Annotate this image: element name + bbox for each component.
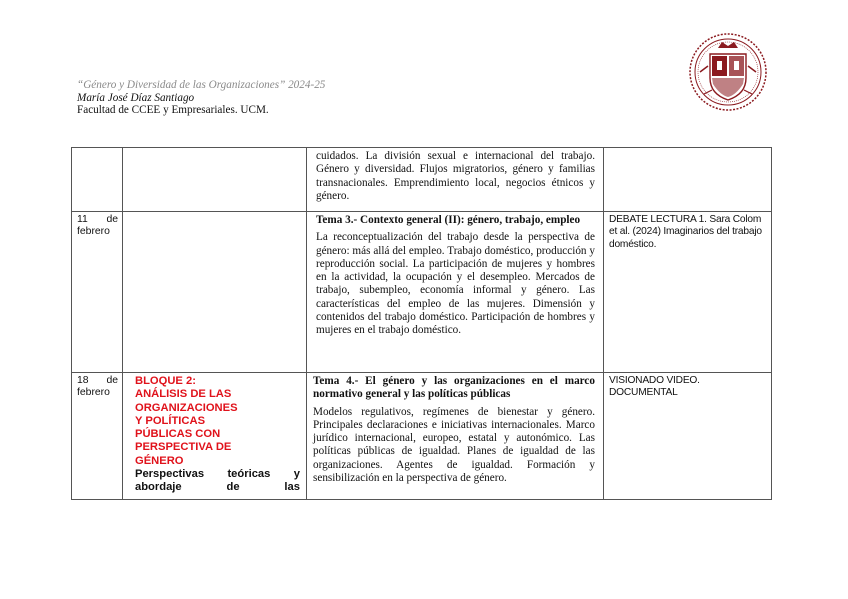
activity-text: VISIONADO VIDEO. DOCUMENTAL: [609, 375, 700, 399]
activity-text: DEBATE LECTURA 1. Sara Colom et al. (2024) Imaginarios del trabajo doméstico.: [609, 214, 762, 250]
document-header: [77, 79, 325, 117]
author-name: María José Díaz Santiago: [77, 91, 195, 104]
topic-cell: [307, 212, 604, 373]
activity-cell: [604, 148, 772, 212]
date-preposition: de: [106, 214, 118, 225]
topic-cell: [307, 373, 604, 500]
topic-description: Modelos regulativos, regímenes de bienestar y género. Principales declaraciones e iniciativas internacionales. Marco jurídico internacional, europeo, estatal y autonómico. Las políticas públicas de igualdad. Planes de igualdad de las organizaciones. Agentes de igualdad. Formación y sensibilización en la perspectiva de género.: [313, 405, 595, 485]
table-row: [72, 148, 772, 212]
activity-cell: [604, 212, 772, 373]
activity-cell: [604, 373, 772, 500]
date-preposition: de: [106, 375, 118, 386]
topic-title: Tema 4.- El género y las organizaciones en el marco normativo general y las políticas públicas: [313, 375, 595, 401]
topic-description: cuidados. La división sexual e internacional del trabajo. Género y diversidad. Flujos migratorios, género y familias transnacionales. Emprendimiento local, negocios étnicos y género.: [316, 150, 595, 202]
topic-description: La reconceptualización del trabajo desde la perspectiva de género: más allá del empleo. Trabajo doméstico, producción y reproducción social. La participación de mujeres y hombres en la actividad, la ocupación y el desempleo. Mercados de trabajo, subempleo, economía informal y género. Las características del empleo de las mujeres. Dimensión y contenidos del trabajo doméstico. Participación de hombres y mujeres en el trabajo doméstico.: [316, 231, 595, 337]
date-month: febrero: [77, 226, 110, 238]
date-month: febrero: [77, 387, 110, 399]
schedule-table: [71, 147, 772, 500]
date-cell: [72, 373, 123, 500]
block-subtitle: [135, 468, 300, 495]
date-day: 11: [77, 214, 88, 225]
block-cell: [123, 212, 307, 373]
date-day: 18: [77, 375, 89, 386]
table-row: [72, 212, 772, 373]
university-seal-icon: [688, 32, 768, 112]
date-cell: [72, 212, 123, 373]
course-title: “Género y Diversidad de las Organizaciones” 2024-25: [77, 79, 326, 91]
table-row: [72, 373, 772, 500]
block-cell: [123, 373, 307, 500]
topic-cell: [307, 148, 604, 212]
date-cell: [72, 148, 123, 212]
topic-title: Tema 3.- Contexto general (II): género, trabajo, empleo: [316, 214, 581, 226]
block-title: BLOQUE 2: ANÁLISIS DE LAS ORGANIZACIONES Y POLÍTICAS PÚBLICAS CON PERSPECTIVA DE GÉNERO: [135, 375, 238, 467]
block-subtitle-line: Perspectivas teóricas y: [135, 468, 300, 481]
block-subtitle-line: abordaje de las: [135, 481, 300, 494]
faculty-name: Facultad de CCEE y Empresariales. UCM.: [77, 104, 269, 117]
block-cell: [123, 148, 307, 212]
